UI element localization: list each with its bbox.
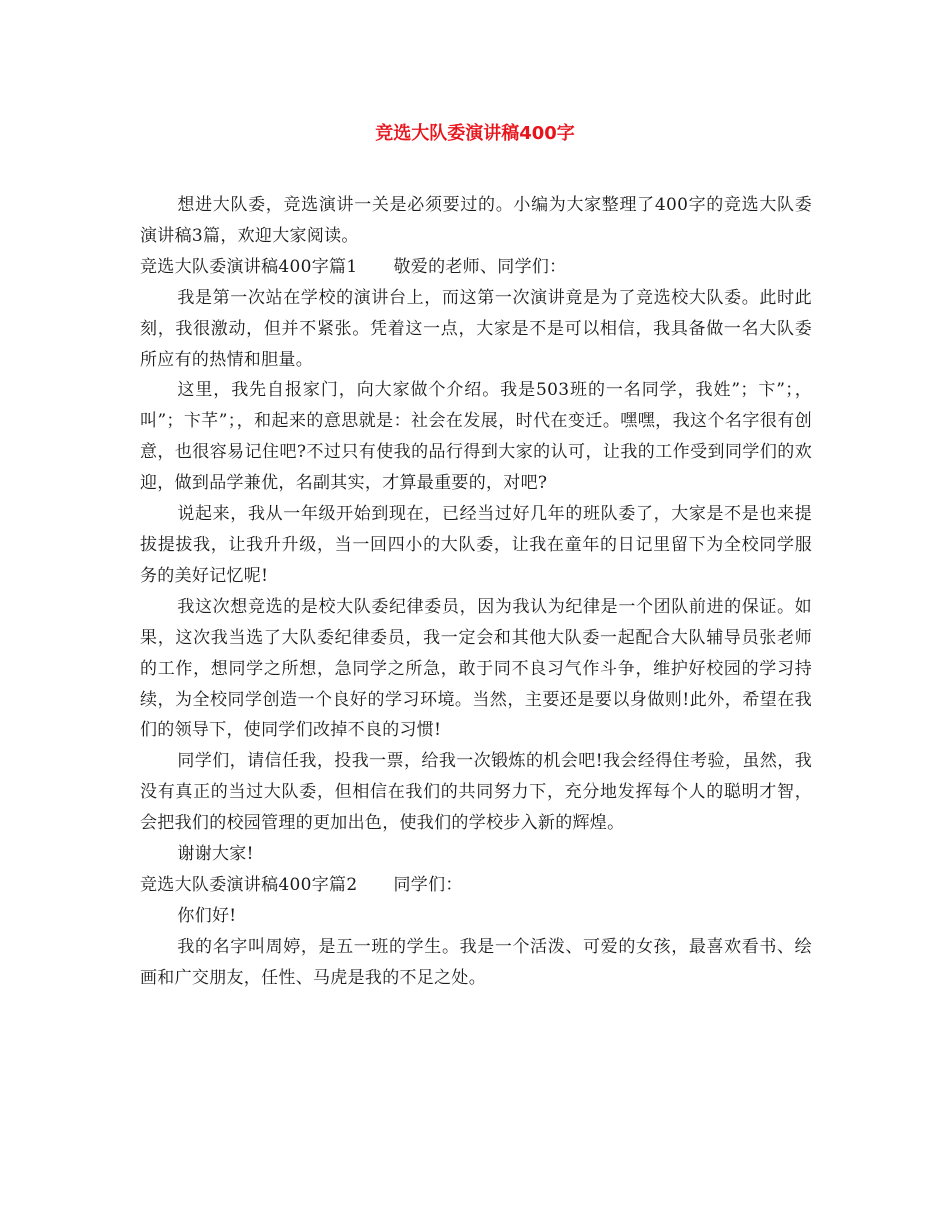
section-1-paragraph: 说起来，我从一年级开始到现在，已经当过好几年的班队委了，大家是不是也来提拔提拔我，让我升升级，当一回四小的大队委，让我在童年的日记里留下为全校同学服务的美好记忆呢!: [140, 504, 812, 586]
section-1-paragraph: 我是第一次站在学校的演讲台上，而这第一次演讲竟是为了竞选校大队委。此时此刻，我很激动，但并不紧张。凭着这一点，大家是不是可以相信，我具备做一名大队委所应有的热情和胆量。: [140, 287, 812, 370]
section-1-heading: 竞选大队委演讲稿400字篇1: [140, 256, 358, 277]
section-1-paragraph: 我这次想竞选的是校大队委纪律委员，因为我认为纪律是一个团队前进的保证。如果，这次我当选了大队委纪律委员，我一定会和其他大队委一起配合大队辅导员张老师的工作，想同学之所想，急同学之所急，敢于同不良习气作斗争，维护好校园的学习持续，为全校同学创造一个良好的学习环境。当然，主要还是要以身做则!此外，希望在我们的领导下，使同学们改掉不良的习惯!: [140, 596, 812, 741]
intro-paragraph: 想进大队委，竞选演讲一关是必须要过的。小编为大家整理了400字的竞选大队委演讲稿3篇，欢迎大家阅读。: [140, 195, 812, 246]
section-2-greeting: 同学们：: [393, 874, 463, 895]
section-1-paragraph: 同学们，请信任我，投我一票，给我一次锻炼的机会吧!我会经得住考验，虽然，我没有真正的当过大队委，但相信在我们的共同努力下，充分地发挥每个人的聪明才智，会把我们的校园管理的更加出色，使我们的学校步入新的辉煌。: [140, 751, 812, 834]
section-1-greeting: 敬爱的老师、同学们：: [393, 256, 567, 277]
section-2-heading-line: [140, 870, 812, 901]
section-1-paragraph: 这里，我先自报家门，向大家做个介绍。我是503班的一名同学，我姓”；卞”；，叫”；卞芊”；，和起来的意思就是：社会在发展，时代在变迁。嘿嘿，我这个名字很有创意，也很容易记住吧?不过只有使我的品行得到大家的认可，让我的工作受到同学们的欢迎，做到品学兼优，名副其实，才算最重要的，对吧?: [140, 380, 812, 494]
document-title: 竞选大队委演讲稿400字: [375, 123, 575, 144]
section-2-paragraph: 我的名字叫周婷，是五一班的学生。我是一个活泼、可爱的女孩，最喜欢看书、绘画和广交朋友，任性、马虎是我的不足之处。: [140, 936, 812, 988]
section-2-heading: 竞选大队委演讲稿400字篇2: [140, 874, 358, 895]
section-1-heading-line: [140, 252, 812, 283]
document-body: [140, 190, 812, 994]
section-1-closing: 谢谢大家!: [177, 844, 254, 865]
section-2-paragraph: 你们好!: [177, 905, 237, 926]
